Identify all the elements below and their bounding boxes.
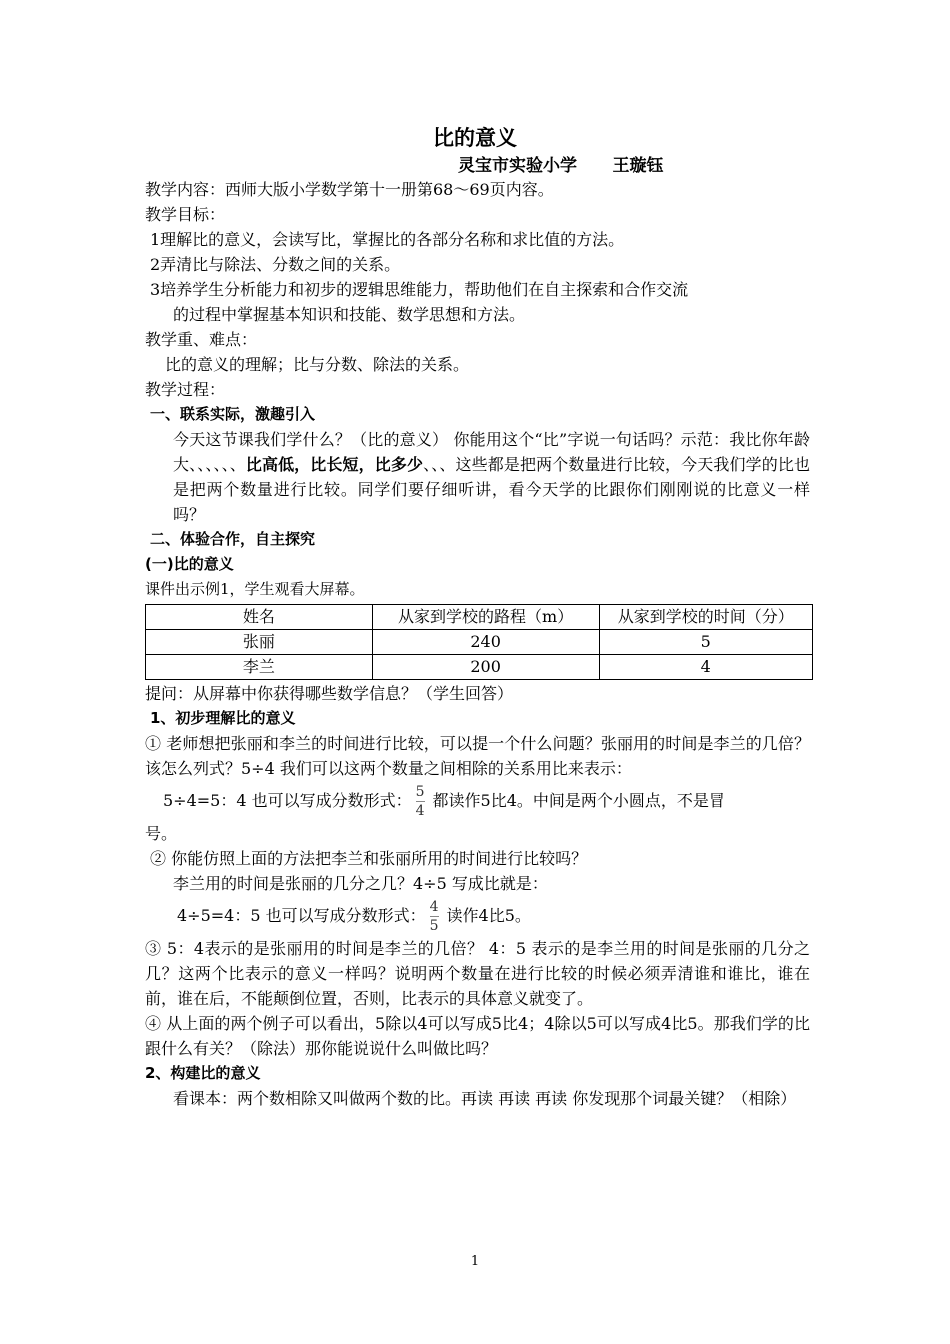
teaching-content: 教学内容：西师大版小学数学第十一册第68～69页内容。: [145, 180, 554, 199]
equation-1-after: 都读作5比4。中间是两个小圆点，不是冒: [432, 791, 725, 810]
keypoints-heading: 教学重、难点：: [145, 330, 258, 349]
data-table: [145, 604, 813, 680]
intro-bold-text: 比高低，比长短，比多少: [245, 455, 424, 474]
goal-2: 2弄清比与除法、分数之间的关系。: [150, 255, 401, 274]
process-heading: 教学过程：: [145, 380, 226, 399]
fraction-5-over-4: [416, 784, 425, 820]
goals-heading: 教学目标：: [145, 205, 226, 224]
section-1-heading: 一、联系实际，激趣引入: [150, 405, 316, 423]
courseware-note: 课件出示例1，学生观看大屏幕。: [145, 580, 365, 598]
goal-3-line-2: 的过程中掌握基本知识和技能、数学思想和方法。: [173, 305, 526, 324]
question-text: 提问：从屏幕中你获得哪些数学信息？（学生回答）: [145, 684, 514, 703]
page-title: 比的意义: [433, 126, 517, 150]
step-1-paragraph-2: ② 你能仿照上面的方法把李兰和张丽所用的时间进行比较吗？: [150, 849, 588, 868]
section-2-heading: 二、体验合作，自主探究: [150, 530, 316, 548]
table-cell: 张丽: [146, 630, 373, 655]
step-2-paragraph: 看课本：两个数相除又叫做两个数的比。再读 再读 再读 你发现那个词最关键？（相除）: [173, 1089, 797, 1108]
subsection-1-heading: (一)比的意义: [145, 555, 234, 573]
equation-line-2: [145, 896, 810, 936]
intro-paragraph: [145, 427, 810, 527]
fraction-denominator: 5: [429, 917, 439, 934]
table-cell: 200: [372, 655, 599, 680]
goal-1: 1理解比的意义，会读写比，掌握比的各部分名称和求比值的方法。: [150, 230, 625, 249]
step-1-paragraph-3: 李兰用的时间是张丽的几分之几？4÷5 写成比就是：: [173, 874, 548, 893]
table-cell: 4: [599, 655, 812, 680]
table-cell: 5: [599, 630, 812, 655]
table-row: [146, 630, 813, 655]
table-header-cell: 从家到学校的路程（m）: [372, 605, 599, 630]
table-cell: 240: [372, 630, 599, 655]
table-row: [146, 655, 813, 680]
step-1-paragraph-5: ④ 从上面的两个例子可以看出，5除以4可以写成5比4；4除以5可以写成4比5。那我们学的比跟什么有关？（除法）那你能说说什么叫做比吗？: [145, 1014, 810, 1058]
table-header-row: [146, 605, 813, 630]
author-line: 灵宝市实验小学 王璇钰: [458, 156, 664, 176]
equation-1-tail: 号。: [145, 824, 178, 843]
step-1-paragraph-1: ① 老师想把张丽和李兰的时间进行比较，可以提一个什么问题？张丽用的时间是李兰的几倍？该怎么列式？5÷4 我们可以这两个数量之间相除的关系用比来表示：: [145, 734, 810, 778]
equation-2-after: 读作4比5。: [446, 906, 531, 925]
table-header-cell: 姓名: [146, 605, 373, 630]
equation-2-text: 4÷5=4：5 也可以写成分数形式：: [177, 906, 426, 925]
goal-3-line-1: 3培养学生分析能力和初步的逻辑思维能力，帮助他们在自主探索和合作交流: [150, 280, 689, 299]
table-cell: 李兰: [146, 655, 373, 680]
keypoints-text: 比的意义的理解；比与分数、除法的关系。: [165, 355, 470, 374]
document-body: [145, 177, 810, 1111]
fraction-denominator: 4: [415, 802, 425, 819]
step-1-heading: 1、初步理解比的意义: [150, 709, 296, 727]
step-2-heading: 2、构建比的意义: [145, 1064, 261, 1082]
fraction-numerator: 5: [415, 783, 425, 800]
intro-text-2: 、、、这些都是把两个数量进行比较，今天我们学的比也是把两个数量进行比较。同学们要仔细听讲，看今天学的比跟你们刚刚说的比意义一样吗？: [173, 455, 810, 524]
equation-1-text: 5÷4=5：4 也可以写成分数形式：: [163, 791, 412, 810]
fraction-numerator: 4: [429, 898, 439, 915]
fraction-4-over-5: [430, 899, 439, 935]
step-1-paragraph-4: ③ 5：4表示的是张丽用的时间是李兰的几倍？ 4：5 表示的是李兰用的时间是张丽的几分之几？这两个比表示的意义一样吗？说明两个数量在进行比较的时候必须弄清谁和谁比，谁在前，谁在后，不能颠倒位置，否则，比表示的具体意义就变了。: [145, 939, 810, 1008]
intro-text-1: 今天这节课我们学什么？（比的意义） 你能用这个“比”字说一句话吗？示范：我比你年龄大、、、、、、: [173, 430, 810, 474]
table-header-cell: 从家到学校的时间（分）: [599, 605, 812, 630]
equation-line-1: [145, 781, 810, 821]
page-number: 1: [470, 1254, 480, 1269]
